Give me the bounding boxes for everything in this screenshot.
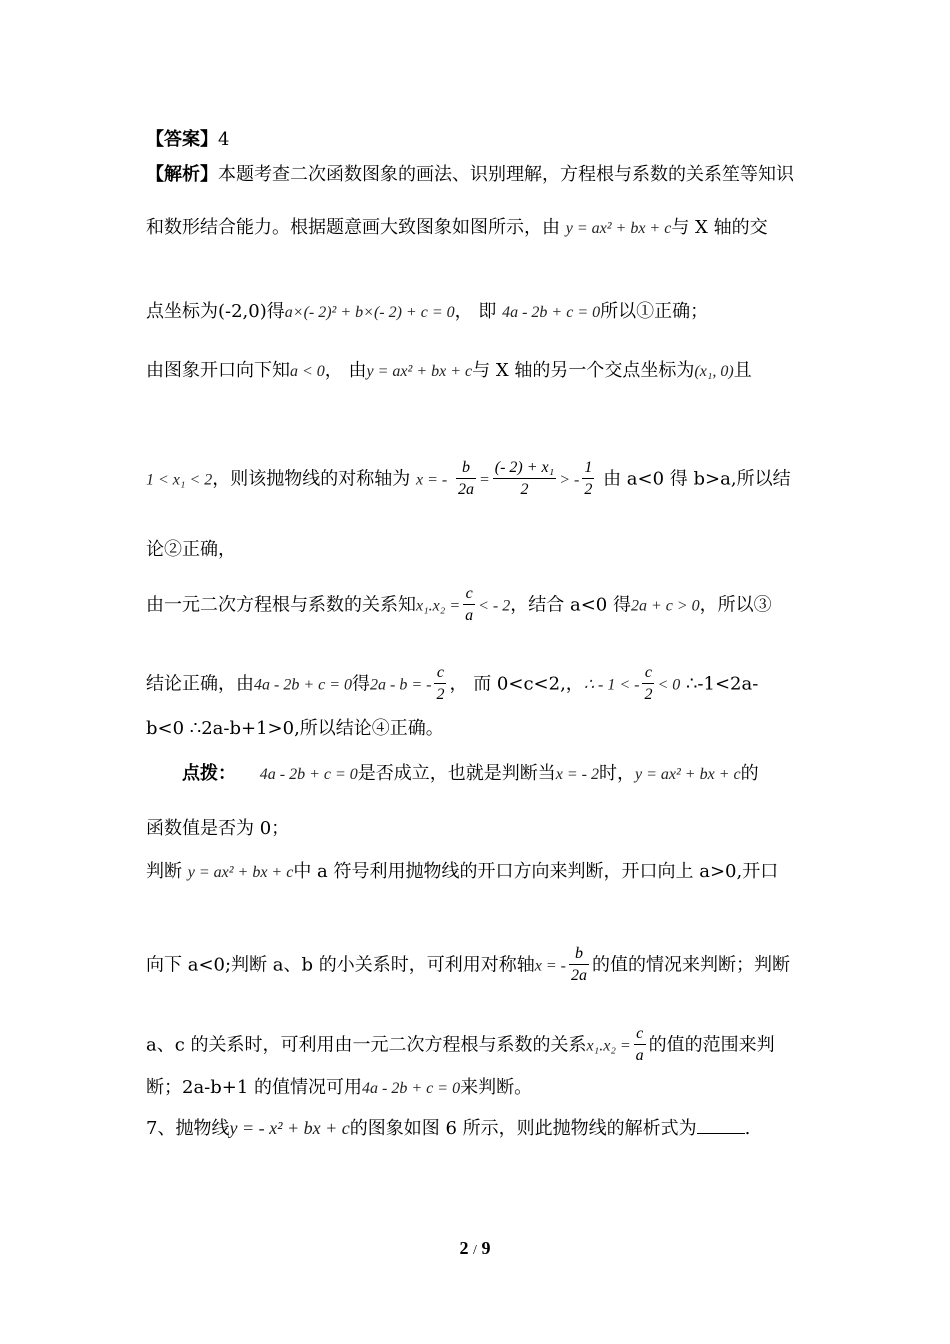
analysis-text: 得 (352, 673, 371, 695)
fraction-denominator: a (463, 604, 475, 627)
fraction-numerator: (- 2) + x₁ (494, 459, 555, 476)
tip-text: 函数值是否为 0； (146, 818, 290, 839)
analysis-text: 所以①正确； (600, 301, 709, 322)
fraction-c-over-2 (434, 663, 446, 706)
current-page: 2 (459, 1238, 469, 1258)
formula-x-equals: x = - 2 (555, 766, 599, 783)
formula-axis: x = - (534, 957, 566, 975)
formula-product: x₁.x₂ = (416, 597, 461, 615)
analysis-text: 由一元二次方程根与系数的关系知 (146, 594, 416, 616)
tip-line-6 (146, 1076, 810, 1101)
analysis-line-3 (146, 300, 810, 325)
analysis-text: 论②正确， (146, 539, 236, 560)
fraction-denominator: 2a (569, 964, 589, 987)
fraction-numerator: c (644, 664, 652, 681)
analysis-text: ，所以③ (699, 594, 772, 616)
tip-line-3 (146, 860, 810, 885)
tip-text: 的值的情况来判断；判断 (591, 954, 790, 976)
fraction-c-over-a (634, 1024, 646, 1067)
formula-greater: > - (559, 471, 580, 489)
analysis-text: ∴-1<2a- (685, 673, 759, 695)
analysis-text: ，结合 a<0 得 (510, 594, 631, 616)
fraction-numerator: b (461, 459, 470, 476)
formula-a-negative: a < 0 (290, 363, 325, 380)
question-text: . (744, 1118, 751, 1139)
formula-quadratic: y = ax² + bx + c (635, 766, 741, 783)
fraction-numerator: c (436, 664, 445, 681)
analysis-text: 本题考查二次函数图象的画法、识别理解，方程根与系数的关系笙等知识 (218, 164, 794, 185)
answer-blank[interactable] (697, 1115, 745, 1134)
analysis-text: 且 (733, 360, 752, 381)
fraction-denominator: 2 (582, 478, 594, 501)
analysis-line-7 (146, 584, 810, 627)
analysis-text: b<0 ∴2a-b+1>0,所以结论④正确。 (146, 718, 444, 739)
fraction-b-over-2a (456, 458, 476, 501)
analysis-line-5: 1 < x₁ < 2，则该抛物线的对称轴为 x = - $\frac{b}{2a}$ = $\frac{\text{(- 2) + x₁}}{2}$ > - $\frac{1}{2}$ 由 a<0 得 b>a,所以结 (146, 458, 810, 501)
tip-text: 的 (740, 763, 759, 784)
analysis-line-4 (146, 359, 810, 384)
tip-text: 来判断。 (460, 1077, 533, 1098)
formula-2a-minus-b: 2a - b = - (370, 676, 432, 694)
formula-condition: 4a - 2b + c = 0 (254, 676, 353, 694)
fraction-c-over-a (463, 584, 475, 627)
analysis-line-6 (146, 538, 810, 562)
analysis-line-1 (146, 163, 810, 187)
fraction-c-over-2 (642, 663, 654, 706)
analysis-text: 和数形结合能力。根据题意画大致图象如图所示，由 (146, 217, 560, 238)
tip-text: 是否成立，也就是判断当 (357, 763, 556, 784)
formula-axis: x = - (416, 471, 448, 489)
total-pages: 9 (481, 1238, 491, 1258)
analysis-line-8 (146, 663, 810, 706)
fraction-denominator: 2 (434, 683, 446, 706)
tip-line-4 (146, 944, 810, 987)
tip-text: 时， (599, 763, 635, 784)
fraction-b-over-2a (569, 944, 589, 987)
formula-quadratic: y = ax² + bx + c (366, 363, 473, 380)
fraction-denominator: a (634, 1044, 646, 1067)
analysis-text: ， 由 (324, 360, 367, 381)
analysis-text: 由 a<0 得 b>a,所以结 (603, 468, 791, 490)
tip-line-1 (182, 762, 810, 787)
formula-condition: 4a - 2b + c = 0 (362, 1080, 461, 1097)
fraction-one-half (582, 458, 594, 501)
formula-product: x₁.x₂ = (586, 1037, 631, 1055)
analysis-text: ，则该抛物线的对称轴为 (212, 468, 411, 490)
tip-text: a、c 的关系时，可利用由一元二次方程根与系数的关系 (146, 1034, 587, 1056)
fraction-numerator: 1 (584, 459, 593, 476)
analysis-text: 由图象开口向下知 (146, 360, 290, 381)
formula-condition: 4a - 2b + c = 0 (502, 304, 601, 321)
page-number (0, 1238, 950, 1259)
tip-text: 断；2a-b+1 的值情况可用 (146, 1077, 363, 1098)
analysis-line-9 (146, 717, 810, 741)
analysis-text: 与 X 轴的交 (671, 217, 768, 238)
fraction-denominator: 2 (493, 478, 556, 501)
fraction-numerator: b (574, 945, 583, 962)
tip-line-2 (146, 817, 810, 841)
analysis-text: 结论正确，由 (146, 673, 254, 695)
question-text: 7、抛物线 (146, 1118, 230, 1139)
fraction-denominator: 2a (456, 478, 476, 501)
analysis-label: 【解析】 (146, 164, 218, 185)
formula-product-bound: < - 2 (478, 597, 511, 615)
formula-condition: 4a - 2b + c = 0 (259, 766, 358, 783)
tip-line-5 (146, 1024, 810, 1067)
analysis-text: 点坐标为(-2,0)得 (146, 301, 285, 322)
formula-2a-plus-c: 2a + c > 0 (630, 597, 700, 615)
analysis-text: ， 即 (454, 301, 497, 322)
page-separator: / (473, 1243, 477, 1258)
tip-text: 的值的范围来判 (648, 1034, 775, 1056)
analysis-line-2 (146, 216, 810, 241)
analysis-text: 与 X 轴的另一个交点坐标为 (472, 360, 695, 381)
formula-chain-end: < 0 (657, 676, 681, 694)
formula-chain: ∴ - 1 < - (583, 676, 640, 694)
answer-line (146, 128, 810, 152)
tip-label: 点拨： (182, 763, 236, 784)
analysis-text: ， 而 0<c<2,， (449, 673, 584, 695)
formula-quadratic: y = ax² + bx + c (187, 864, 294, 881)
question-line (146, 1115, 810, 1141)
fraction-denominator: 2 (642, 683, 654, 706)
tip-text: 判断 (146, 861, 182, 882)
answer-value: 4 (218, 129, 230, 150)
tip-text: 中 a 符号利用抛物线的开口方向来判断，开口向上 a>0,开口 (293, 861, 779, 882)
formula-x1-range: 1 < x₁ < 2 (146, 471, 213, 489)
formula-substitution: a×(- 2)² + b×(- 2) + c = 0 (284, 304, 455, 321)
formula-quadratic: y = ax² + bx + c (565, 220, 672, 237)
answer-label: 【答案】 (146, 129, 218, 150)
fraction-numerator: c (465, 585, 473, 602)
tip-text: 向下 a<0;判断 a、b 的小关系时，可利用对称轴 (146, 954, 535, 976)
formula-point: (x₁, 0) (694, 363, 734, 380)
fraction-mean-roots (493, 458, 556, 501)
formula-question-parabola: y = - x² + bx + c (229, 1118, 350, 1138)
fraction-numerator: c (636, 1025, 644, 1042)
question-text: 的图象如图 6 所示，则此抛物线的解析式为 (349, 1118, 697, 1139)
